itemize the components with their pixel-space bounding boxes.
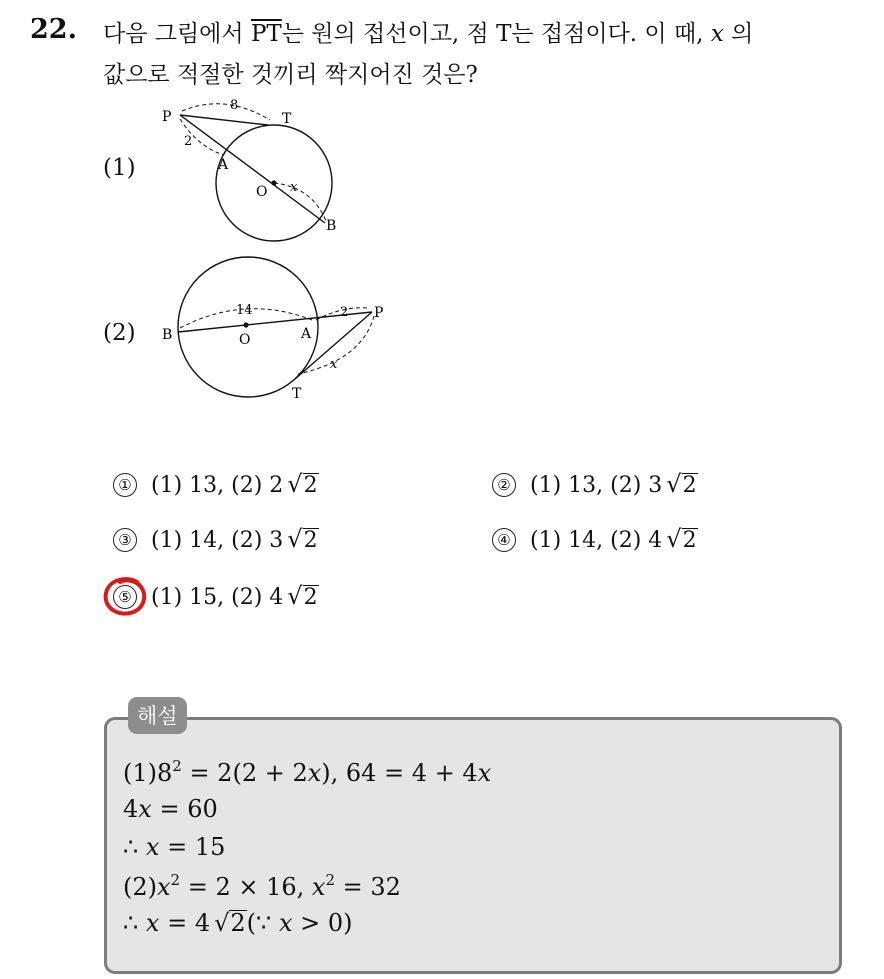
segment-pt: $\overline{PT}$ — [250, 21, 282, 47]
sol-l3-a: ∴ — [123, 833, 146, 861]
question-text-line1 — [103, 15, 753, 48]
sol-l4-sup: 2 — [170, 871, 181, 889]
solution-tag: 해설 — [128, 697, 187, 734]
choice-2[interactable] — [492, 470, 698, 498]
sol-l1-sup: 2 — [172, 757, 182, 775]
figure-1-label: (1) — [103, 155, 136, 181]
fig2-len-ba: 14 — [236, 303, 253, 318]
sol-l5-v2: x — [278, 909, 293, 937]
sqrt-icon: √2 — [666, 470, 697, 498]
question-number: 22. — [30, 14, 77, 45]
answer-circle-mark-icon — [101, 573, 153, 625]
sol-l3-b: = 15 — [159, 833, 226, 861]
fig1-label-b: B — [326, 218, 337, 234]
solution-line-3 — [123, 833, 225, 861]
choice-1-number: ① — [113, 473, 137, 497]
sqrt-icon: √2 — [287, 470, 318, 498]
question-text-post: 의 — [723, 21, 754, 47]
sol-l4-sup2: 2 — [325, 871, 335, 889]
fig1-center-dot — [271, 180, 276, 185]
figure-2 — [150, 250, 400, 409]
fig2-label-p: P — [374, 305, 384, 321]
fig1-arc-pt — [182, 104, 270, 120]
choice-3-radicand: 2 — [303, 528, 318, 553]
sol-l1-v: x — [307, 759, 322, 787]
fig2-label-t: T — [292, 386, 302, 402]
sol-l3-v: x — [145, 833, 160, 861]
fig1-len-pa: 2 — [184, 134, 193, 149]
sol-l4-a: (2) — [123, 873, 157, 901]
sol-l1-v2: x — [477, 759, 492, 787]
sol-l2-a: 4 — [123, 795, 139, 823]
fig2-label-a: A — [301, 326, 312, 342]
choice-1-text: (1) 13, (2) 2 — [151, 473, 284, 498]
choice-2-radicand: 2 — [682, 473, 697, 498]
fig1-arc-ob — [274, 183, 326, 221]
question-text-mid: 는 원의 접선이고, 점 T는 접점이다. 이 때, — [281, 21, 711, 47]
sol-l1-b: = 2(2 + 2 — [181, 759, 308, 787]
fig1-label-t: T — [282, 111, 292, 127]
choice-2-number: ② — [492, 473, 516, 497]
sqrt-icon: √2 — [214, 909, 246, 937]
sol-l5-v: x — [145, 909, 160, 937]
fig2-center-dot — [243, 322, 248, 327]
choice-3-number: ③ — [113, 528, 137, 552]
solution-line-1 — [123, 757, 491, 787]
question-text-line2: 값으로 적절한 것끼리 짝지어진 것은? — [103, 62, 478, 88]
fig1-len-pt: 8 — [230, 98, 239, 113]
fig2-circle — [178, 257, 318, 397]
sol-l4-b: = 2 × 16, — [180, 873, 312, 901]
choice-4-text: (1) 14, (2) 4 — [530, 528, 663, 553]
fig1-tangent-pt — [180, 115, 268, 125]
sqrt-icon: √2 — [287, 582, 318, 610]
choice-5-number: ⑤ — [113, 585, 137, 609]
sol-l4-v2: x — [311, 873, 326, 901]
sol-l5-a: ∴ — [123, 909, 146, 937]
solution-line-4 — [123, 871, 401, 901]
choice-1[interactable] — [113, 470, 319, 498]
solution-line-2 — [123, 795, 218, 823]
sol-l2-b: = 60 — [151, 795, 218, 823]
fig2-label-o: O — [239, 332, 251, 348]
figure-1 — [150, 95, 350, 249]
question-text-pre: 다음 그림에서 — [103, 21, 251, 47]
sol-l2-v: x — [138, 795, 152, 823]
sqrt-icon: √2 — [666, 525, 697, 553]
choice-4-radicand: 2 — [682, 528, 697, 553]
fig2-len-ap: 2 — [340, 305, 349, 320]
choice-1-radicand: 2 — [303, 473, 318, 498]
fig1-label-o: O — [256, 184, 268, 200]
figure-2-label: (2) — [103, 320, 136, 346]
fig1-secant-pb — [180, 115, 325, 223]
fig1-var-x: x — [290, 180, 298, 195]
sol-l5-b: = 4 — [159, 909, 211, 937]
fig1-label-a: A — [218, 157, 229, 173]
sol-l4-c: = 32 — [335, 873, 401, 901]
choice-4-number: ④ — [492, 528, 516, 552]
choice-2-text: (1) 13, (2) 3 — [530, 473, 663, 498]
fig2-label-b: B — [162, 327, 173, 343]
sol-l1-a: (1)8 — [123, 759, 173, 787]
fig2-var-x: x — [330, 357, 338, 372]
choice-5-text: (1) 15, (2) 4 — [151, 585, 284, 610]
choice-3-text: (1) 14, (2) 3 — [151, 528, 284, 553]
sol-l5-rad: 2 — [230, 909, 246, 937]
variable-x: x — [710, 21, 724, 47]
sol-l5-c: (∵ — [246, 909, 279, 937]
sol-l1-c: ), 64 = 4 + 4 — [321, 759, 478, 787]
choice-3[interactable] — [113, 525, 319, 553]
sol-l5-d: > 0) — [292, 909, 353, 937]
choice-4[interactable] — [492, 525, 698, 553]
solution-line-5 — [123, 909, 352, 937]
choice-5-radicand: 2 — [303, 585, 318, 610]
sqrt-icon: √2 — [287, 525, 318, 553]
fig1-label-p: P — [162, 109, 172, 125]
sol-l4-v: x — [157, 873, 171, 901]
